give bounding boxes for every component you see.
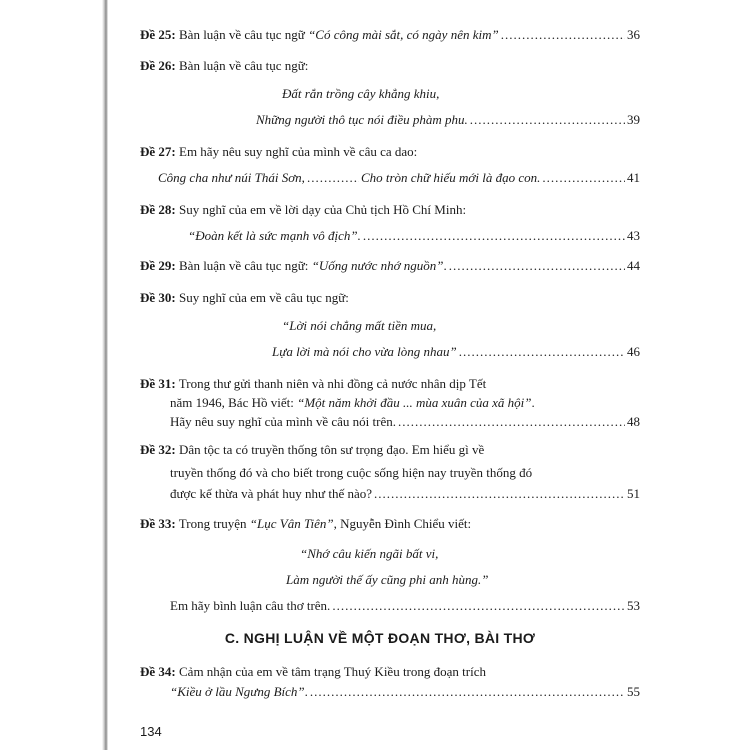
- toc-entry-27[interactable]: [140, 144, 417, 160]
- entry-text: Bàn luận về câu tục ngữ:: [175, 58, 309, 73]
- entry-text: .: [304, 684, 308, 699]
- leader-dots: [363, 228, 625, 244]
- section-heading: C. NGHỊ LUẬN VỀ MỘT ĐOẠN THƠ, BÀI THƠ: [224, 630, 536, 646]
- verse-line: [282, 318, 436, 334]
- entry-page-number: 44: [627, 258, 640, 273]
- toc-entry-33[interactable]: [140, 516, 471, 532]
- verse-line: [282, 86, 439, 102]
- toc-entry-25[interactable]: [140, 27, 640, 43]
- entry-text: được kế thừa và phát huy như thế nào?: [170, 486, 373, 501]
- verse-text: Những người thô tục nói điều phàm phu.: [256, 112, 468, 127]
- verse-line-leader: [158, 170, 640, 186]
- entry-page-number: 48: [627, 414, 640, 429]
- entry-label: Đề 31:: [140, 376, 176, 391]
- toc-entry-32[interactable]: [140, 442, 484, 458]
- verse-text: Công cha như núi Thái Sơn,: [158, 170, 305, 185]
- leader-dots: [449, 258, 625, 274]
- toc-entry-31[interactable]: [140, 376, 486, 392]
- entry-label: Đề 30:: [140, 290, 176, 305]
- entry-label: Đề 33:: [140, 516, 176, 531]
- entry-page-number: 43: [627, 228, 640, 243]
- leader-dots: [470, 112, 625, 128]
- leader-dots: [501, 27, 625, 43]
- leader-dots: [310, 684, 625, 700]
- entry-text: Trong truyện: [175, 516, 250, 531]
- toc-entry-34[interactable]: [140, 664, 486, 680]
- verse-text: Lựa lời mà nói cho vừa lòng nhau”: [272, 344, 457, 359]
- entry-page-number: 41: [627, 170, 640, 185]
- entry-text: , Nguyễn Đình Chiểu viết:: [333, 516, 472, 531]
- entry-continuation: [170, 465, 532, 481]
- entry-quote: “Lục Vân Tiên”: [249, 516, 334, 531]
- entry-text: truyền thống đó và cho biết trong cuộc sống hiện nay truyền thống đó: [170, 465, 533, 480]
- entry-continuation-leader: [170, 598, 640, 614]
- leader-dots: [307, 170, 359, 186]
- entry-text: Trong thư gửi thanh niên và nhi đồng cả nước nhân dịp Tết: [175, 376, 487, 391]
- entry-continuation: [170, 395, 535, 411]
- verse-line-leader: [256, 112, 640, 128]
- leader-dots: [332, 598, 625, 614]
- verse-text: “Lời nói chẳng mất tiền mua,: [282, 318, 437, 333]
- entry-continuation-leader: [170, 486, 640, 502]
- entry-page-number: 51: [627, 486, 640, 501]
- entry-text: .: [443, 258, 447, 273]
- leader-dots: [459, 344, 625, 360]
- verse-line-leader: [272, 344, 640, 360]
- entry-text: Cảm nhận của em về tâm trạng Thuý Kiều trong đoạn trích: [175, 664, 486, 679]
- entry-page-number: 39: [627, 112, 640, 127]
- entry-quote: “Một năm khởi đầu ... mùa xuân của xã hội”: [297, 395, 532, 410]
- verse-line-leader: [188, 228, 640, 244]
- entry-quote: “Đoàn kết là sức mạnh vô địch”.: [188, 228, 361, 243]
- entry-label: Đề 34:: [140, 664, 176, 679]
- entry-text: Suy nghĩ của em về câu tục ngữ:: [175, 290, 349, 305]
- toc-entry-28[interactable]: [140, 202, 466, 218]
- toc-page: [110, 0, 750, 750]
- verse-line: [286, 572, 489, 588]
- entry-label: Đề 28:: [140, 202, 176, 217]
- entry-text: Hãy nêu suy nghĩ của mình về câu nói trên.: [170, 414, 396, 429]
- entry-text: Em hãy nêu suy nghĩ của mình về câu ca dao:: [175, 144, 418, 159]
- leader-dots: [398, 414, 625, 430]
- toc-entry-29[interactable]: [140, 258, 640, 274]
- entry-quote: “Uống nước nhớ nguồn”: [311, 258, 444, 273]
- toc-entry-30[interactable]: [140, 290, 349, 306]
- entry-page-number: 53: [627, 598, 640, 613]
- entry-quote: “Có công mài sắt, có ngày nên kim”: [308, 27, 499, 42]
- entry-label: Đề 29:: [140, 258, 176, 273]
- verse-text: Đất rắn trồng cây khẳng khiu,: [282, 86, 440, 101]
- entry-text: Bàn luận về câu tục ngữ:: [175, 258, 312, 273]
- entry-page-number: 55: [627, 684, 640, 699]
- entry-continuation-leader: [170, 684, 640, 700]
- entry-label: Đề 26:: [140, 58, 176, 73]
- entry-page-number: 36: [627, 27, 640, 42]
- verse-text: Làm người thế ấy cũng phi anh hùng.”: [286, 572, 489, 587]
- leader-dots: [542, 170, 625, 186]
- entry-text: Dân tộc ta có truyền thống tôn sư trọng đạo. Em hiểu gì về: [175, 442, 485, 457]
- page-number: 134: [140, 724, 162, 739]
- entry-label: Đề 27:: [140, 144, 176, 159]
- entry-text: năm 1946, Bác Hồ viết:: [170, 395, 298, 410]
- entry-page-number: 46: [627, 344, 640, 359]
- entry-text: Bàn luận về câu tục ngữ: [175, 27, 309, 42]
- verse-text: “Nhớ câu kiến ngãi bất vi,: [300, 546, 439, 561]
- entry-text: Em hãy bình luận câu thơ trên.: [170, 598, 331, 613]
- entry-label: Đề 32:: [140, 442, 176, 457]
- entry-label: Đề 25:: [140, 27, 176, 42]
- entry-continuation-leader: [170, 414, 640, 430]
- entry-text: Suy nghĩ của em về lời dạy của Chủ tịch Hồ Chí Minh:: [175, 202, 467, 217]
- verse-line: [300, 546, 438, 562]
- entry-text: .: [531, 395, 535, 410]
- verse-text: Cho tròn chữ hiếu mới là đạo con.: [360, 170, 541, 185]
- leader-dots: [374, 486, 625, 502]
- toc-entry-26[interactable]: [140, 58, 308, 74]
- entry-quote: “Kiều ở lầu Ngưng Bích”: [170, 684, 305, 699]
